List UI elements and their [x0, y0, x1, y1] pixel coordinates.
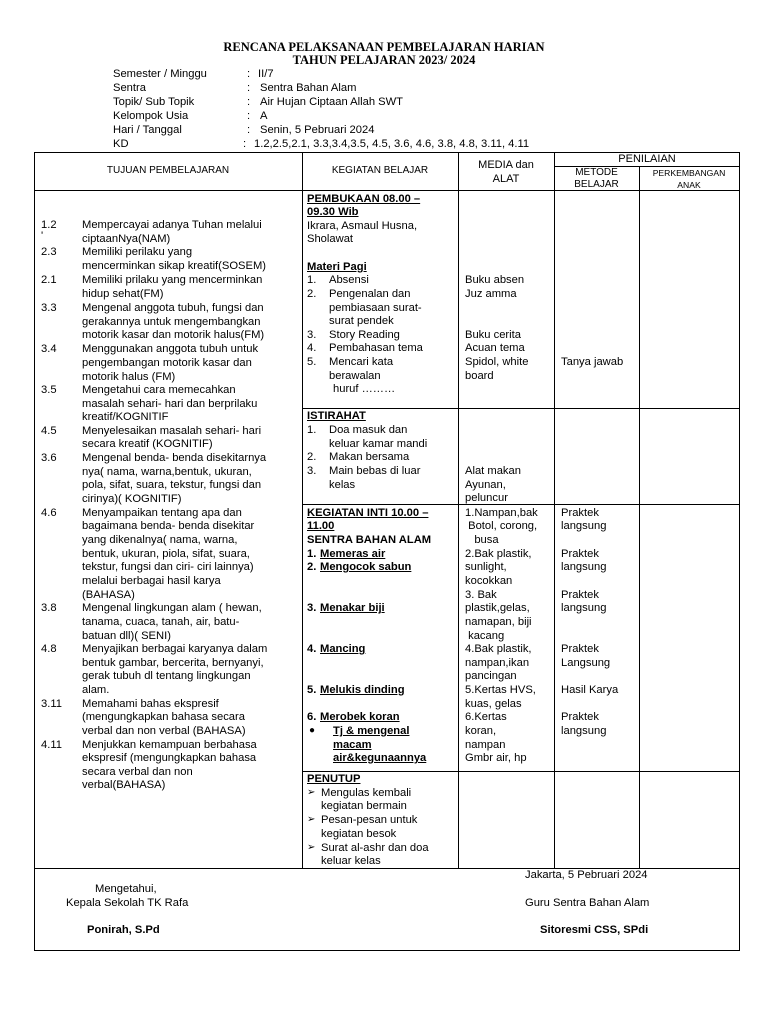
- info-value: Senin, 5 Pebruari 2024: [260, 124, 375, 136]
- tujuan-text: verbal dan non verbal (BAHASA): [82, 725, 246, 737]
- list-item: Pengenalan dan: [329, 288, 411, 300]
- tujuan-text: motorik halus (FM): [82, 371, 176, 383]
- tujuan-text: bagaimana benda- benda disekitar: [82, 520, 255, 532]
- list-item: Mencari kata: [329, 356, 394, 368]
- list-number: 3.: [307, 602, 317, 614]
- arrow-icon: ➢: [307, 842, 316, 853]
- materi-title: Materi Pagi: [307, 261, 367, 273]
- list-number: 4.: [307, 643, 317, 655]
- list-item: berawalan: [329, 370, 381, 382]
- media-text: 4.Bak plastik,: [465, 643, 532, 655]
- metode-text: Praktek: [561, 711, 599, 723]
- list-number: 5.: [307, 684, 317, 696]
- inti-activity: Melukis dinding: [320, 684, 405, 696]
- tujuan-text: kreatif/KOGNITIF: [82, 411, 169, 423]
- tujuan-text: (mengungkapkan bahasa secara: [82, 711, 245, 723]
- tujuan-number: 4.8: [41, 643, 57, 655]
- header-metode-line: BELAJAR: [574, 179, 619, 190]
- info-value: Air Hujan Ciptaan Allah SWT: [260, 96, 404, 108]
- tujuan-text: secara kreatif (KOGNITIF): [82, 438, 213, 450]
- guru-label: Guru Sentra Bahan Alam: [525, 897, 650, 909]
- tujuan-text: masalah sehari- hari dan berprilaku: [82, 398, 258, 410]
- tujuan-text: Memiliki prilaku yang mencerminkan: [82, 274, 263, 286]
- metode-text: langsung: [561, 561, 607, 573]
- list-item: Pesan-pesan untuk: [321, 814, 418, 826]
- tujuan-text: Mengenal anggota tubuh, fungsi dan: [82, 302, 264, 314]
- arrow-icon: ➢: [307, 814, 316, 825]
- tujuan-text: (BAHASA): [82, 589, 135, 601]
- tujuan-text: mencerminkan sikap kreatif(SOSEM): [82, 260, 267, 272]
- media-text: Botol, corong,: [465, 520, 538, 532]
- header-perkembangan-line: ANAK: [677, 180, 701, 190]
- tujuan-number: 3.8: [41, 602, 57, 614]
- tujuan-number: 4.11: [41, 739, 62, 751]
- list-item: Doa masuk dan: [329, 424, 408, 436]
- tujuan-number: 3.6: [41, 452, 57, 464]
- list-number: 4.: [307, 342, 317, 354]
- tujuan-text: Menyelesaikan masalah sehari- hari: [82, 425, 262, 437]
- media-text: Gmbr air, hp: [465, 752, 527, 764]
- tujuan-text: ciptaanNya(NAM): [82, 233, 171, 245]
- pembukaan-text: Ikrara, Asmaul Husna,: [307, 220, 418, 232]
- list-item: Pembahasan tema: [329, 342, 423, 354]
- info-key: Hari / Tanggal: [113, 124, 182, 136]
- tujuan-text: pengembangan motorik kasar dan: [82, 357, 252, 369]
- tujuan-text: verbal(BAHASA): [82, 779, 166, 791]
- tujuan-text: cirinya)( KOGNITIF): [82, 493, 182, 505]
- metode-text: Praktek: [561, 548, 599, 560]
- list-item: surat pendek: [329, 315, 394, 327]
- tujuan-text: yang dikenalnya( nama, warna,: [82, 534, 238, 546]
- list-item: Makan bersama: [329, 451, 410, 463]
- list-number: 1.: [307, 274, 317, 286]
- tujuan-text: Menyajikan berbagai karyanya dalam: [82, 643, 268, 655]
- sentra-title: SENTRA BAHAN ALAM: [307, 534, 432, 546]
- info-value: 1.2,2.5,2.1, 3.3,3.4,3.5, 4.5, 3.6, 4.6, 3.8, 4.8, 3.11, 4.11: [254, 138, 530, 150]
- media-text: Buku cerita: [465, 329, 521, 341]
- tujuan-text: Mengenal lingkungan alam ( hewan,: [82, 602, 262, 614]
- tujuan-text: batuan dll)( SENI): [82, 630, 171, 642]
- info-value: II/7: [258, 68, 274, 80]
- tujuan-text: gerakannya untuk mengembangkan: [82, 316, 261, 328]
- metode-text: Praktek: [561, 507, 599, 519]
- doc-title-line2: TAHUN PELAJARAN 2023/ 2024: [292, 53, 476, 67]
- info-colon: :: [247, 68, 251, 80]
- info-value: Sentra Bahan Alam: [260, 82, 357, 94]
- tujuan-text: hidup sehat(FM): [82, 288, 164, 300]
- list-item: Absensi: [329, 274, 369, 286]
- table-border: [34, 950, 740, 951]
- tujuan-number: 4.6: [41, 507, 57, 519]
- media-text: Juz amma: [465, 288, 517, 300]
- tujuan-text: Menyampaikan tentang apa dan: [82, 507, 242, 519]
- tujuan-number: 3.11: [41, 698, 62, 710]
- info-colon: :: [247, 110, 251, 122]
- media-text: Acuan tema: [465, 342, 525, 354]
- list-number: 3.: [307, 465, 317, 477]
- media-text: busa: [465, 534, 499, 546]
- tujuan-text: Menggunakan anggota tubuh untuk: [82, 343, 259, 355]
- metode-text: langsung: [561, 520, 607, 532]
- info-colon: :: [247, 82, 251, 94]
- pembukaan-title: PEMBUKAAN 08.00 –: [307, 193, 421, 205]
- tujuan-text: tekstur, fungsi dan ciri- ciri lainnya): [82, 561, 254, 573]
- info-key: KD: [113, 138, 129, 150]
- tujuan-text: melalui berbagai hasil karya: [82, 575, 221, 587]
- tujuan-text: Menjukkan kemampuan berbahasa: [82, 739, 257, 751]
- media-text: plastik,gelas,: [465, 602, 530, 614]
- guru-name: Sitoresmi CSS, SPdi: [540, 924, 649, 936]
- table-border: [302, 771, 740, 772]
- tujuan-text: tanama, cuaca, tanah, air, batu-: [82, 616, 240, 628]
- metode-text: Praktek: [561, 589, 599, 601]
- mengetahui-label: Mengetahui,: [95, 883, 157, 895]
- arrow-icon: ➢: [307, 787, 316, 798]
- media-text: 5.Kertas HVS,: [465, 684, 536, 696]
- media-text: nampan,ikan: [465, 657, 530, 669]
- header-perkembangan: [639, 167, 739, 191]
- kepala-name: Ponirah, S.Pd: [87, 924, 160, 936]
- tujuan-number: 2.1: [41, 274, 57, 286]
- table-border: [739, 152, 740, 951]
- tujuan-number: 3.5: [41, 384, 57, 396]
- header-media-line: MEDIA dan: [478, 159, 534, 171]
- tj-text: Tj & mengenal: [333, 725, 410, 737]
- tujuan-text: Memahami bahas ekspresif: [82, 698, 219, 710]
- info-colon: :: [247, 124, 251, 136]
- media-text: 1.Nampan,bak: [465, 507, 538, 519]
- table-border: [34, 152, 35, 951]
- info-colon: :: [243, 138, 247, 150]
- list-item: kegiatan bermain: [321, 800, 407, 812]
- media-text: peluncur: [465, 492, 508, 504]
- media-text: Spidol, white: [465, 356, 529, 368]
- metode-text: langsung: [561, 725, 607, 737]
- tujuan-text: Memiliki perilaku yang: [82, 246, 193, 258]
- header-tujuan: TUJUAN PEMBELAJARAN: [106, 165, 230, 176]
- metode-text: Tanya jawab: [561, 356, 624, 368]
- list-number: 6.: [307, 711, 317, 723]
- tujuan-text: Mempercayai adanya Tuhan melalui: [82, 219, 262, 231]
- istirahat-title: ISTIRAHAT: [307, 410, 366, 422]
- media-text: sunlight,: [465, 561, 507, 573]
- tujuan-text: bentuk gambar, bercerita, bernyanyi,: [82, 657, 264, 669]
- info-key: Topik/ Sub Topik: [113, 96, 195, 108]
- metode-text: Langsung: [561, 657, 611, 669]
- header-media: [458, 158, 554, 186]
- media-text: kuas, gelas: [465, 698, 522, 710]
- tujuan-number: 3.3: [41, 302, 57, 314]
- bullet-icon: ●: [309, 725, 316, 736]
- penutup-title: PENUTUP: [307, 773, 361, 785]
- tujuan-text: Mengetahui cara memecahkan: [82, 384, 236, 396]
- inti-activity: Memeras air: [320, 548, 386, 560]
- info-colon: :: [247, 96, 251, 108]
- table-border: [458, 152, 459, 869]
- list-number: 3.: [307, 329, 317, 341]
- list-item: kegiatan besok: [321, 828, 397, 840]
- doc-title-line1: RENCANA PELAKSANAAN PEMBELAJARAN HARIAN: [223, 40, 545, 54]
- metode-text: Praktek: [561, 643, 599, 655]
- tj-text: air&kegunaannya: [333, 752, 427, 764]
- tujuan-text: bentuk, ukuran, piola, sifat, suara,: [82, 548, 250, 560]
- header-kegiatan: KEGIATAN BELAJAR: [331, 165, 429, 176]
- media-text: kocokkan: [465, 575, 513, 587]
- inti-activity: Mancing: [320, 643, 366, 655]
- list-number: 5.: [307, 356, 317, 368]
- list-item: huruf ………: [333, 383, 396, 395]
- media-text: Alat makan: [465, 465, 521, 477]
- table-border: [302, 408, 740, 409]
- media-text: 6.Kertas: [465, 711, 507, 723]
- list-item: Story Reading: [329, 329, 400, 341]
- inti-activity: Merobek koran: [320, 711, 400, 723]
- list-number: 1.: [307, 424, 317, 436]
- header-metode-line: METODE: [575, 167, 618, 178]
- list-item: keluar kamar mandi: [329, 438, 428, 450]
- table-border: [639, 166, 640, 869]
- tujuan-text: secara verbal dan non: [82, 766, 193, 778]
- tj-text: macam: [333, 739, 372, 751]
- tujuan-number: 3.4: [41, 343, 57, 355]
- table-border: [302, 504, 740, 505]
- tujuan-text: nya( nama, warna,bentuk, ukuran,: [82, 466, 252, 478]
- header-penilaian: PENILAIAN: [618, 153, 676, 165]
- tujuan-number: 4.5: [41, 425, 57, 437]
- media-text: Ayunan,: [465, 479, 506, 491]
- tujuan-text: pola, sifat, suara, tekstur, fungsi dan: [82, 479, 262, 491]
- media-text: koran,: [465, 725, 497, 737]
- list-number: 2.: [307, 561, 317, 573]
- header-perkembangan-line: PERKEMBANGAN: [652, 168, 726, 178]
- tujuan-text: Mengenal benda- benda disekitarnya: [82, 452, 267, 464]
- list-number: 1.: [307, 548, 317, 560]
- inti-activity: Mengocok sabun: [320, 561, 412, 573]
- tujuan-number: 2.3: [41, 246, 57, 258]
- media-text: 2.Bak plastik,: [465, 548, 532, 560]
- inti-title: KEGIATAN INTI 10.00 –: [307, 507, 429, 519]
- media-text: 3. Bak: [465, 589, 497, 601]
- header-metode: [554, 167, 639, 191]
- metode-text: langsung: [561, 602, 607, 614]
- tujuan-text: motorik kasar dan motorik halus(FM): [82, 329, 265, 341]
- list-item: pembiasaan surat-: [329, 302, 422, 314]
- tujuan-text: gerak tubuh dl tentang lingkungan: [82, 670, 251, 682]
- media-text: Buku absen: [465, 274, 525, 286]
- tujuan-tick: ': [41, 230, 44, 242]
- pembukaan-title: 09.30 Wib: [307, 206, 359, 218]
- info-key: Sentra: [113, 82, 146, 94]
- info-key: Kelompok Usia: [113, 110, 189, 122]
- kepala-label: Kepala Sekolah TK Rafa: [66, 897, 189, 909]
- list-number: 2.: [307, 451, 317, 463]
- pembukaan-text: Sholawat: [307, 233, 354, 245]
- list-number: 2.: [307, 288, 317, 300]
- list-item: kelas: [329, 479, 356, 491]
- media-text: kacang: [465, 630, 505, 642]
- media-text: nampan: [465, 739, 506, 751]
- tujuan-text: alam.: [82, 684, 110, 696]
- metode-text: Hasil Karya: [561, 684, 619, 696]
- list-item: keluar kelas: [321, 855, 381, 867]
- list-item: Mengulas kembali: [321, 787, 412, 799]
- tujuan-number: 1.2: [41, 219, 57, 231]
- info-value: A: [260, 110, 268, 122]
- table-border: [554, 152, 555, 869]
- inti-activity: Menakar biji: [320, 602, 385, 614]
- tujuan-text: ekspresif (mengungkapkan bahasa: [82, 752, 257, 764]
- list-item: Surat al-ashr dan doa: [321, 842, 429, 854]
- info-key: Semester / Minggu: [113, 68, 207, 80]
- header-media-line: ALAT: [492, 173, 520, 185]
- list-item: Main bebas di luar: [329, 465, 421, 477]
- table-border: [302, 152, 303, 869]
- signature-date: Jakarta, 5 Pebruari 2024: [525, 869, 648, 881]
- media-text: namapan, biji: [465, 616, 532, 628]
- inti-title: 11.00: [307, 520, 335, 532]
- media-text: board: [465, 370, 494, 382]
- media-text: pancingan: [465, 670, 517, 682]
